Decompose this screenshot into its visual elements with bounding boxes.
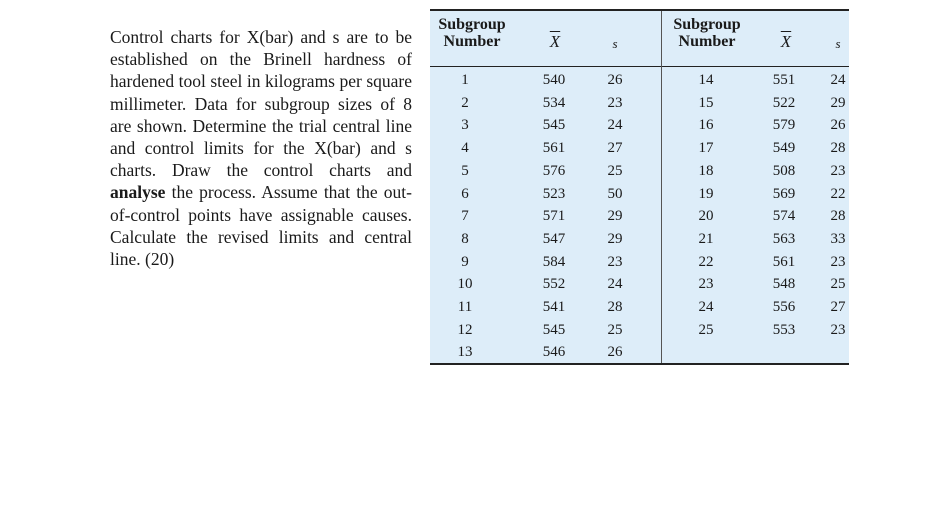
right-s-value: 29 <box>830 94 846 111</box>
right-s-value: 25 <box>830 276 846 293</box>
left-s-value: 27 <box>607 140 623 157</box>
right-s-value: 24 <box>830 72 846 88</box>
table-row <box>430 251 849 274</box>
left-xbar-value: 571 <box>542 208 566 225</box>
right-s-value: 28 <box>830 140 846 157</box>
table-row <box>430 205 849 228</box>
table-header-rule <box>430 66 849 67</box>
left-s-value: 29 <box>607 208 623 225</box>
left-s-value: 29 <box>607 230 623 247</box>
right-s-value: 23 <box>830 162 846 179</box>
left-subgroup-number: 11 <box>457 299 473 315</box>
left-subgroup-number: 10 <box>457 276 473 293</box>
right-xbar-value: 579 <box>772 117 796 134</box>
right-s-value: 27 <box>830 299 846 315</box>
right-subgroup-number: 24 <box>698 299 714 315</box>
problem-text-part2: the process. Assume that the out-of-control points have assignable causes. Calculate the revised limits and central line. (20) <box>110 182 412 270</box>
left-xbar-value: 545 <box>542 321 566 338</box>
right-xbar-value: 522 <box>772 94 796 111</box>
left-subgroup-number: 8 <box>461 230 469 247</box>
right-xbar-value: 549 <box>772 140 796 157</box>
left-xbar-value: 534 <box>542 94 566 111</box>
left-subgroup-number: 3 <box>461 117 469 134</box>
left-subgroup-number: 2 <box>461 94 469 111</box>
left-xbar-value: 541 <box>542 299 566 315</box>
right-s-value: 23 <box>830 321 846 338</box>
left-subgroup-number: 1 <box>461 72 469 88</box>
left-s-value: 25 <box>607 321 623 338</box>
left-s-value: 24 <box>607 117 623 134</box>
left-s-value: 26 <box>607 344 623 361</box>
header-subgroup-right: Subgroup Number <box>673 16 741 50</box>
right-s-value: 28 <box>830 208 846 225</box>
right-subgroup-number: 22 <box>698 253 714 270</box>
table-row <box>430 160 849 183</box>
table-row <box>430 92 849 115</box>
right-subgroup-number: 20 <box>698 208 714 225</box>
left-subgroup-number: 7 <box>461 208 469 225</box>
right-s-value: 23 <box>830 253 846 270</box>
problem-text-bold: analyse <box>110 182 166 203</box>
left-xbar-value: 547 <box>542 230 566 247</box>
right-xbar-value: 551 <box>772 72 796 88</box>
right-xbar-value: 561 <box>772 253 796 270</box>
left-s-value: 25 <box>607 162 623 179</box>
right-subgroup-number: 18 <box>698 162 714 179</box>
right-xbar-value: 569 <box>772 185 796 202</box>
problem-statement <box>110 26 412 270</box>
left-subgroup-number: 9 <box>461 253 469 270</box>
right-s-value: 33 <box>830 230 846 247</box>
right-xbar-value: 553 <box>772 321 796 338</box>
right-subgroup-number: 19 <box>698 185 714 202</box>
left-subgroup-number: 5 <box>461 162 469 179</box>
table-row <box>430 183 849 206</box>
left-xbar-value: 584 <box>542 253 566 270</box>
right-s-value: 22 <box>830 185 846 202</box>
left-s-value: 23 <box>607 94 623 111</box>
table-row <box>430 296 849 319</box>
left-xbar-value: 546 <box>542 344 566 361</box>
header-s-left: s <box>612 36 618 51</box>
right-subgroup-number: 17 <box>698 140 714 157</box>
header-xbar-left: $\overline{X}$ <box>549 32 561 51</box>
left-subgroup-number: 13 <box>457 344 473 361</box>
table-row <box>430 114 849 137</box>
right-subgroup-number: 23 <box>698 276 714 293</box>
left-xbar-value: 545 <box>542 117 566 134</box>
right-xbar-value: 563 <box>772 230 796 247</box>
right-subgroup-number: 25 <box>698 321 714 338</box>
left-subgroup-number: 12 <box>457 321 473 338</box>
data-table <box>430 9 849 365</box>
left-s-value: 50 <box>607 185 623 202</box>
left-xbar-value: 540 <box>542 72 566 88</box>
left-xbar-value: 552 <box>542 276 566 293</box>
table-row <box>430 319 849 342</box>
right-subgroup-number: 15 <box>698 94 714 111</box>
left-xbar-value: 561 <box>542 140 566 157</box>
left-s-value: 26 <box>607 72 623 88</box>
left-s-value: 23 <box>607 253 623 270</box>
right-xbar-value: 508 <box>772 162 796 179</box>
header-s-right: s <box>835 36 841 51</box>
left-xbar-value: 523 <box>542 185 566 202</box>
left-s-value: 24 <box>607 276 623 293</box>
table-row <box>430 69 849 92</box>
right-subgroup-number: 14 <box>698 72 714 88</box>
table-row <box>430 228 849 251</box>
right-subgroup-number: 16 <box>698 117 714 134</box>
table-row <box>430 341 849 364</box>
header-xbar-right: $\overline{X}$ <box>780 32 792 51</box>
left-subgroup-number: 6 <box>461 185 469 202</box>
header-subgroup-left: Subgroup Number <box>438 16 506 50</box>
left-subgroup-number: 4 <box>461 140 469 157</box>
right-xbar-value: 574 <box>772 208 796 225</box>
right-xbar-value: 548 <box>772 276 796 293</box>
table-row <box>430 273 849 296</box>
left-xbar-value: 576 <box>542 162 566 179</box>
left-s-value: 28 <box>607 299 623 315</box>
right-s-value: 26 <box>830 117 846 134</box>
right-xbar-value: 556 <box>772 299 796 315</box>
table-top-rule <box>430 9 849 11</box>
right-subgroup-number: 21 <box>698 230 714 247</box>
table-row <box>430 137 849 160</box>
problem-text-part1: Control charts for X(bar) and s are to be established on the Brinell hardness of hardened tool steel in kilograms per square millimeter. Data for subgroup sizes of 8 are shown. Determine the trial central line and control limits for the X(bar) and s charts. Draw the control charts and <box>110 27 412 181</box>
